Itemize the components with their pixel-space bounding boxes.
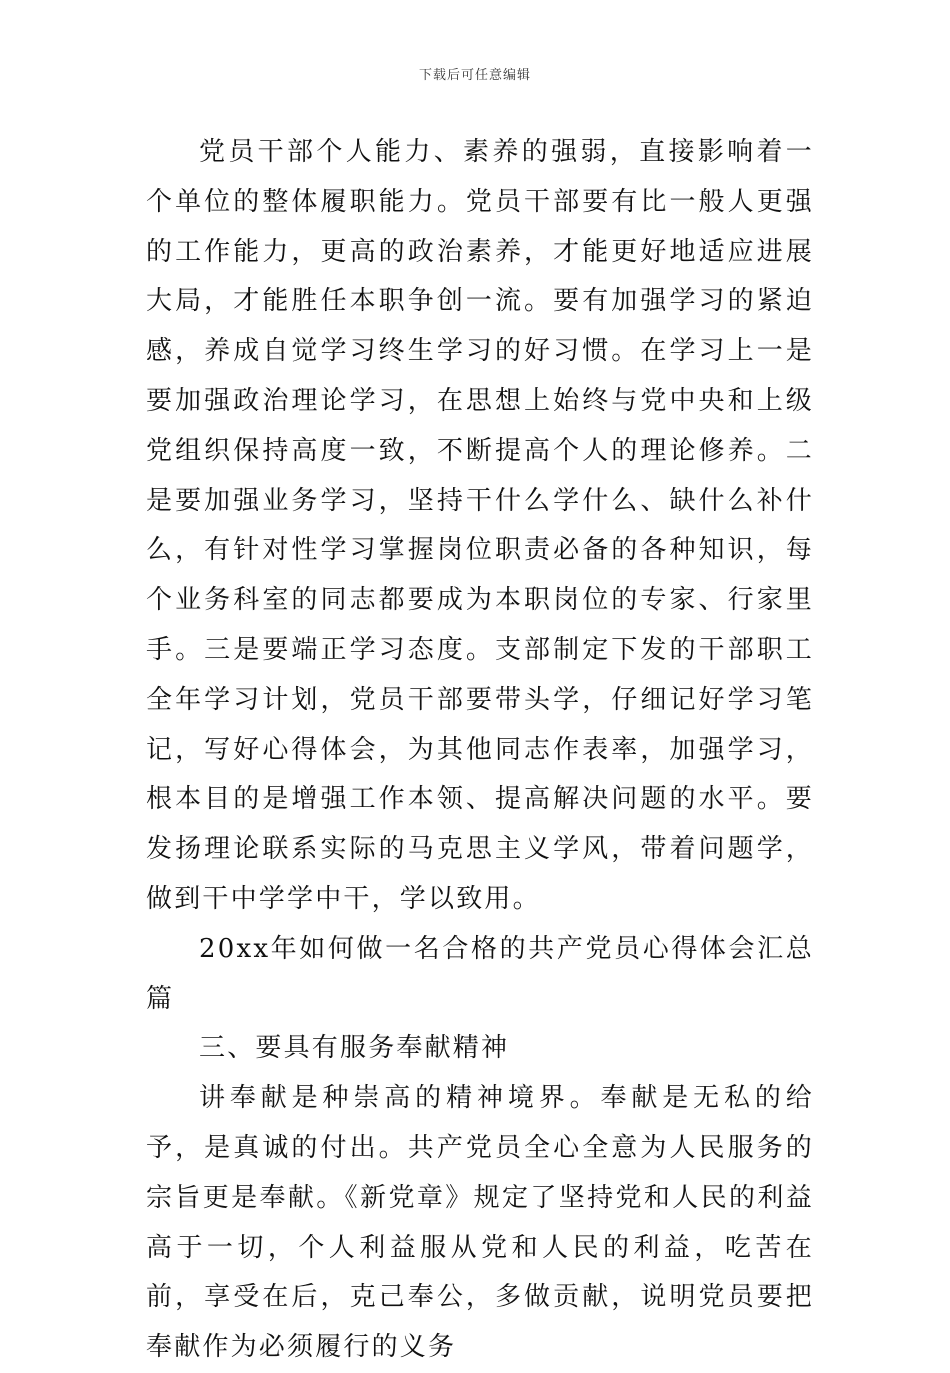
document-body (146, 128, 814, 1373)
page-header-note: 下载后可任意编辑 (418, 68, 531, 83)
section-title: 20xx年如何做一名合格的共产党员心得体会汇总篇 (146, 933, 814, 1014)
section-heading-service: 三、要具有服务奉献精神 (199, 1033, 510, 1064)
paragraph-learning: 党员干部个人能力、素养的强弱，直接影响着一个单位的整体履职能力。党员干部要有比一般人更强的工作能力，更高的政治素养，才能更好地适应进展大局，才能胜任本职争创一流。要有加强学习的紧迫感，养成自觉学习终生学习的好习惯。在学习上一是要加强政治理论学习，在思想上始终与党中央和上级党组织保持高度一致，不断提高个人的理论修养。二是要加强业务学习，坚持干什么学什么、缺什么补什么，有针对性学习掌握岗位职责必备的各种知识，每个业务科室的同志都要成为本职岗位的专家、行家里手。三是要端正学习态度。支部制定下发的干部职工全年学习计划，党员干部要带头学，仔细记好学习笔记，写好心得体会，为其他同志作表率，加强学习，根本目的是增强工作本领、提高解决问题的水平。要发扬理论联系实际的马克思主义学风，带着问题学，做到干中学学中干，学以致用。 (146, 137, 814, 914)
paragraph-dedication: 讲奉献是种崇高的精神境界。奉献是无私的给予，是真诚的付出。共产党员全心全意为人民服务的宗旨更是奉献。《新党章》规定了坚持党和人民的利益高于一切，个人利益服从党和人民的利益，吃苦在前，享受在后，克己奉公，多做贡献，说明党员要把奉献作为必须履行的义务 (146, 1083, 814, 1363)
